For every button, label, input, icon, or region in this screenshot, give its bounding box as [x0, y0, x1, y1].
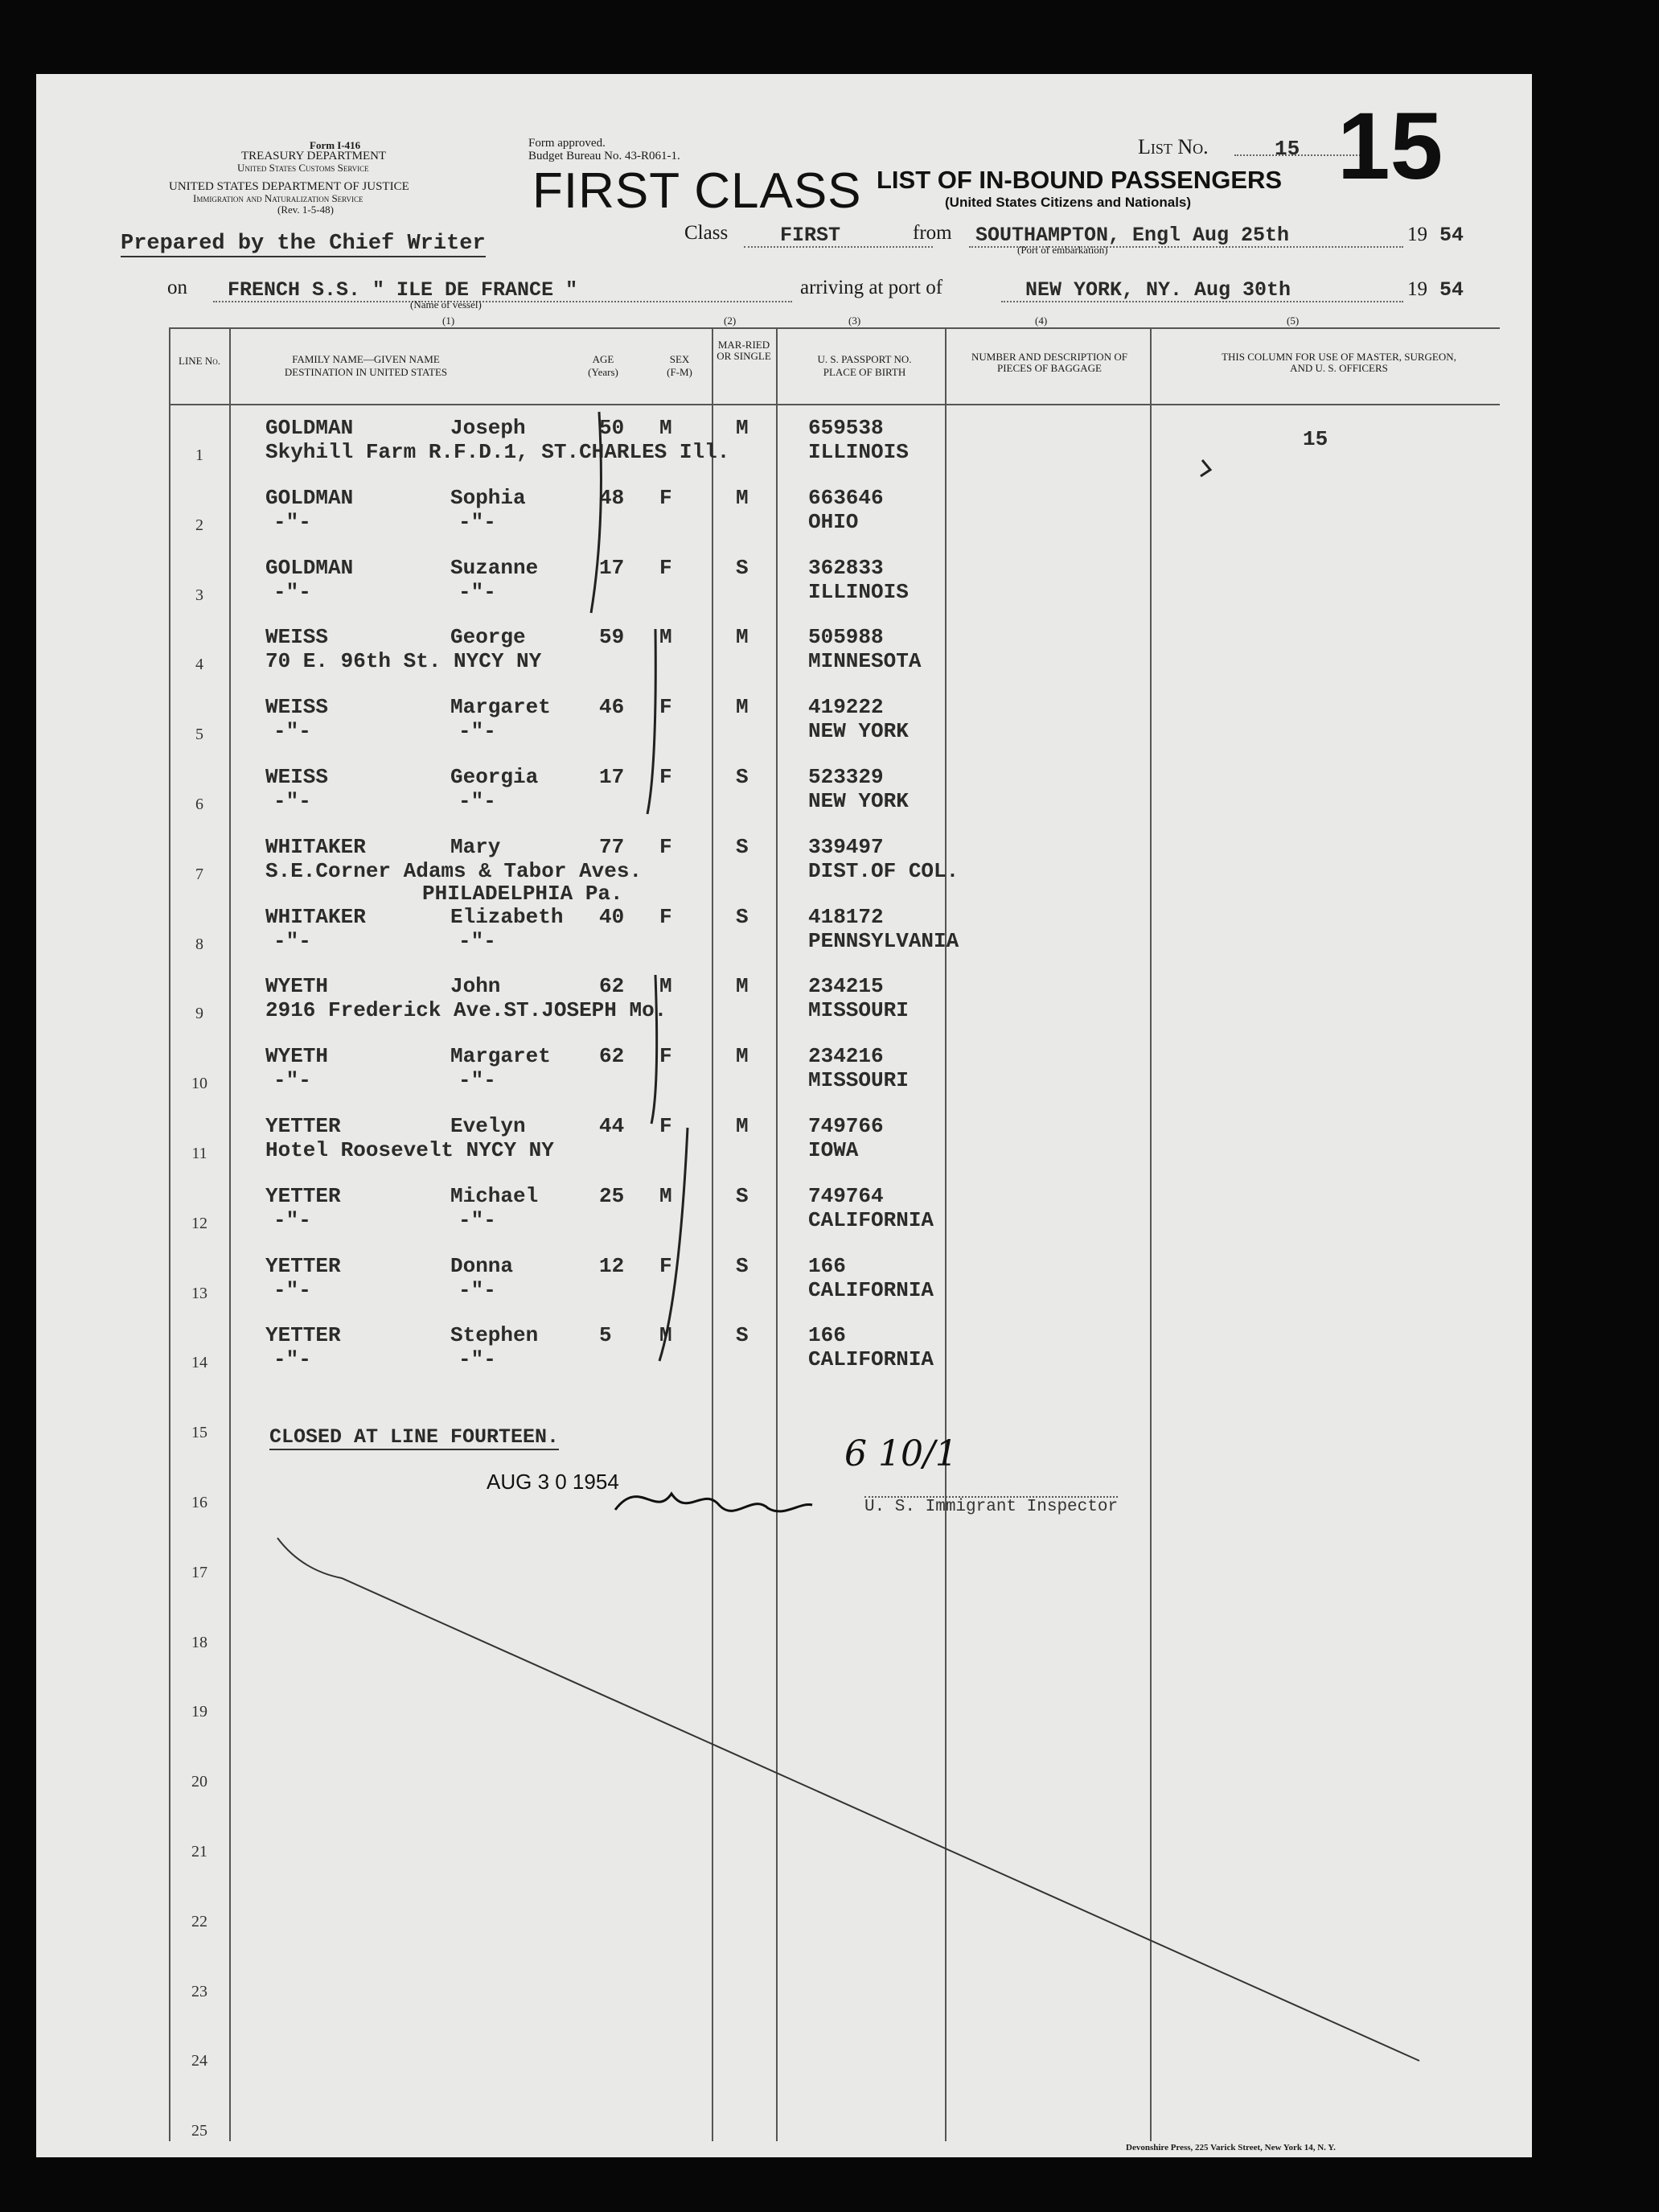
given-name: George	[450, 625, 526, 650]
destination-ditto: -"-	[458, 719, 496, 744]
line-number: 18	[191, 1633, 207, 1651]
place-of-birth: MISSOURI	[808, 998, 909, 1023]
sex: F	[659, 834, 672, 859]
sex: F	[659, 555, 672, 580]
place-of-birth: NEW YORK	[808, 789, 909, 813]
sex: F	[659, 485, 672, 510]
given-name: John	[450, 974, 501, 999]
sex: M	[659, 974, 672, 999]
line-number: 23	[191, 1982, 207, 2000]
destination-ditto: -"-	[458, 1068, 496, 1093]
sex: F	[659, 695, 672, 720]
sex: F	[659, 1253, 672, 1278]
passport-number: 166	[808, 1253, 846, 1278]
sex: F	[659, 1114, 672, 1138]
place-of-birth: DIST.OF COL.	[808, 858, 959, 883]
destination-ditto: -"-	[273, 579, 311, 604]
marital-status: S	[736, 904, 749, 929]
header-birthplace: PLACE OF BIRTH	[823, 366, 906, 378]
family-name: WHITAKER	[265, 834, 366, 859]
form-title: LIST OF IN-BOUND PASSENGERS	[877, 166, 1283, 194]
destination: Skyhill Farm R.F.D.1, ST.CHARLES Ill.	[265, 440, 730, 464]
line-number: 3	[195, 586, 203, 604]
line-number: 12	[191, 1214, 207, 1232]
on-label: on	[167, 277, 187, 298]
destination: Hotel Roosevelt NYCY NY	[265, 1138, 554, 1162]
passport-number: 234216	[808, 1044, 884, 1069]
passport-number: 166	[808, 1323, 846, 1348]
destination-ditto: -"-	[458, 579, 496, 604]
place-of-birth: IOWA	[808, 1138, 859, 1162]
line-number: 20	[191, 1773, 207, 1791]
family-name: GOLDMAN	[265, 485, 354, 510]
prepared-by: Prepared by the Chief Writer	[121, 232, 486, 256]
list-no-typed: 15	[1275, 137, 1300, 161]
marital-status: S	[736, 1323, 749, 1348]
family-name: WYETH	[265, 1044, 329, 1069]
marital-status: S	[736, 1253, 749, 1278]
from-label: from	[913, 222, 952, 244]
header-age: AGE	[592, 353, 614, 365]
dept-immigration: Immigration and Naturalization Service	[193, 192, 363, 204]
line-number: 11	[191, 1145, 207, 1162]
sex: F	[659, 1044, 672, 1069]
family-name: YETTER	[265, 1323, 341, 1348]
dept-justice: UNITED STATES DEPARTMENT OF JUSTICE	[169, 180, 409, 193]
destination-ditto: -"-	[273, 1068, 311, 1093]
from-value: SOUTHAMPTON, Engl Aug 25th	[975, 224, 1290, 247]
destination-ditto: -"-	[273, 789, 311, 813]
given-name: Sophia	[450, 485, 526, 510]
age: 50	[599, 416, 625, 440]
destination: 2916 Frederick Ave.ST.JOSEPH Mo.	[265, 998, 667, 1023]
destination-ditto: -"-	[458, 1277, 496, 1302]
destination-city: PHILADELPHIA Pa.	[422, 881, 623, 906]
age: 62	[599, 974, 625, 999]
header-destination: DESTINATION IN UNITED STATES	[284, 366, 448, 378]
passport-number: 234215	[808, 974, 884, 999]
family-name: WEISS	[265, 695, 329, 720]
header-sex-fm: (F-M)	[667, 366, 692, 378]
destination-ditto: -"-	[273, 1347, 311, 1372]
given-name: Mary	[450, 834, 501, 859]
line-number: 1	[195, 446, 203, 464]
passport-number: 362833	[808, 555, 884, 580]
destination-ditto: -"-	[458, 928, 496, 953]
line-number: 17	[191, 1563, 207, 1581]
form-number: Form I-416	[310, 139, 361, 151]
age: 17	[599, 765, 625, 789]
header-sex: SEX	[669, 353, 690, 365]
first-class-stamp: FIRST CLASS	[532, 163, 862, 219]
age: 40	[599, 904, 625, 929]
line-number: 19	[191, 1703, 207, 1721]
passport-number: 505988	[808, 625, 884, 650]
place-of-birth: NEW YORK	[808, 719, 909, 744]
destination-ditto: -"-	[458, 1347, 496, 1372]
col-num-4: (4)	[1035, 315, 1048, 327]
age: 62	[599, 1044, 625, 1069]
family-name: YETTER	[265, 1253, 341, 1278]
line-number: 15	[191, 1424, 207, 1442]
header-passport: U. S. PASSPORT NO.	[817, 353, 912, 365]
port-embark-label: (Port of embarkation)	[1017, 244, 1108, 256]
col-num-1: (1)	[442, 315, 455, 327]
arriving-label: arriving at port of	[800, 277, 943, 298]
given-name: Margaret	[450, 695, 551, 720]
list-no-handwritten: 15	[1337, 93, 1443, 199]
form-rev: (Rev. 1-5-48)	[277, 204, 334, 216]
line-number: 21	[191, 1843, 207, 1860]
marital-status: M	[736, 695, 749, 720]
family-name: GOLDMAN	[265, 416, 354, 440]
passport-number: 419222	[808, 695, 884, 720]
handwritten-initials: 6 10/1	[844, 1433, 958, 1474]
manifest-page	[36, 74, 1532, 2157]
vessel-value: FRENCH S.S. " ILE DE FRANCE "	[228, 278, 578, 302]
printer-credit: Devonshire Press, 225 Varick Street, New York 14, N. Y.	[1126, 2143, 1336, 2152]
given-name: Suzanne	[450, 555, 539, 580]
family-name: WYETH	[265, 974, 329, 999]
col-num-5: (5)	[1287, 315, 1300, 327]
sex: M	[659, 416, 672, 440]
marital-status: S	[736, 834, 749, 859]
sex: M	[659, 1183, 672, 1208]
class-label: Class	[684, 222, 729, 244]
vessel-label: (Name of vessel)	[410, 298, 482, 310]
line-number: 4	[195, 656, 203, 674]
age: 5	[599, 1323, 612, 1348]
date-stamp: AUG 3 0 1954	[487, 1470, 619, 1494]
line-number: 10	[191, 1075, 207, 1093]
line-number: 22	[191, 1912, 207, 1930]
line-number: 16	[191, 1494, 207, 1511]
place-of-birth: MISSOURI	[808, 1068, 909, 1093]
line-number: 14	[191, 1354, 207, 1372]
place-of-birth: CALIFORNIA	[808, 1207, 934, 1232]
given-name: Donna	[450, 1253, 514, 1278]
line-number: 6	[195, 796, 203, 813]
age: 12	[599, 1253, 625, 1278]
marital-status: S	[736, 765, 749, 789]
inspector-label: U. S. Immigrant Inspector	[864, 1498, 1119, 1516]
sex: M	[659, 1323, 672, 1348]
given-name: Michael	[450, 1183, 539, 1208]
marital-status: M	[736, 1114, 749, 1138]
given-name: Margaret	[450, 1044, 551, 1069]
line-number: 8	[195, 935, 203, 953]
destination-ditto: -"-	[273, 719, 311, 744]
place-of-birth: CALIFORNIA	[808, 1347, 934, 1372]
passport-number: 523329	[808, 765, 884, 789]
line-number: 24	[191, 2052, 207, 2070]
destination-ditto: -"-	[273, 1277, 311, 1302]
age: 25	[599, 1183, 625, 1208]
age: 59	[599, 625, 625, 650]
dept-customs: United States Customs Service	[237, 162, 369, 174]
col-num-2: (2)	[724, 315, 737, 327]
marital-status: S	[736, 1183, 749, 1208]
officer-note: 15	[1303, 427, 1328, 451]
destination-ditto: -"-	[458, 509, 496, 534]
sex: M	[659, 625, 672, 650]
list-no-label: List No.	[1138, 135, 1209, 158]
year2-value: 54	[1439, 278, 1464, 302]
passport-number: 339497	[808, 834, 884, 859]
given-name: Stephen	[450, 1323, 539, 1348]
place-of-birth: PENNSYLVANIA	[808, 928, 959, 953]
dept-treasury: TREASURY DEPARTMENT	[241, 150, 387, 162]
header-baggage: NUMBER AND DESCRIPTION OF PIECES OF BAGGAGE	[971, 351, 1127, 374]
family-name: GOLDMAN	[265, 555, 354, 580]
marital-status: M	[736, 625, 749, 650]
age: 48	[599, 485, 625, 510]
passport-number: 749764	[808, 1183, 884, 1208]
year-label: 19	[1407, 224, 1427, 245]
header-married: MAR-RIED OR SINGLE	[717, 339, 771, 362]
form-approved: Form approved.	[528, 137, 606, 150]
destination: 70 E. 96th St. NYCY NY	[265, 649, 542, 674]
marital-status: M	[736, 974, 749, 999]
marital-status: M	[736, 416, 749, 440]
sex: F	[659, 904, 672, 929]
line-number: 5	[195, 726, 203, 744]
given-name: Joseph	[450, 416, 526, 440]
line-number: 13	[191, 1284, 207, 1302]
age: 46	[599, 695, 625, 720]
destination: S.E.Corner Adams & Tabor Aves.	[265, 858, 643, 883]
marital-status: M	[736, 1044, 749, 1069]
arriving-value: NEW YORK, NY. Aug 30th	[1025, 278, 1291, 302]
age: 77	[599, 834, 625, 859]
header-officers: THIS COLUMN FOR USE OF MASTER, SURGEON, AND U. S. OFFICERS	[1222, 351, 1456, 374]
passport-number: 418172	[808, 904, 884, 929]
place-of-birth: ILLINOIS	[808, 579, 909, 604]
handwritten-marks	[36, 74, 1532, 2157]
line-number: 9	[195, 1005, 203, 1023]
age: 44	[599, 1114, 625, 1138]
inspector-signature	[607, 1478, 816, 1526]
place-of-birth: ILLINOIS	[808, 440, 909, 464]
line-number: 2	[195, 516, 203, 534]
family-name: YETTER	[265, 1114, 341, 1138]
class-value: FIRST	[780, 224, 841, 247]
form-subtitle: (United States Citizens and Nationals)	[945, 195, 1192, 210]
age: 17	[599, 555, 625, 580]
marital-status: S	[736, 555, 749, 580]
given-name: Georgia	[450, 765, 539, 789]
line-number: 25	[191, 2122, 207, 2140]
marital-status: M	[736, 485, 749, 510]
passport-number: 663646	[808, 485, 884, 510]
line-number: 7	[195, 865, 203, 883]
passport-number: 749766	[808, 1114, 884, 1138]
family-name: YETTER	[265, 1183, 341, 1208]
place-of-birth: MINNESOTA	[808, 649, 922, 674]
family-name: WEISS	[265, 625, 329, 650]
destination-ditto: -"-	[273, 509, 311, 534]
passport-number: 659538	[808, 416, 884, 440]
destination-ditto: -"-	[273, 1207, 311, 1232]
given-name: Evelyn	[450, 1114, 526, 1138]
family-name: WEISS	[265, 765, 329, 789]
destination-ditto: -"-	[458, 1207, 496, 1232]
place-of-birth: CALIFORNIA	[808, 1277, 934, 1302]
year-value: 54	[1439, 224, 1464, 247]
destination-ditto: -"-	[273, 928, 311, 953]
sex: F	[659, 765, 672, 789]
place-of-birth: OHIO	[808, 509, 859, 534]
header-name: FAMILY NAME—GIVEN NAME	[292, 353, 440, 365]
col-num-3: (3)	[848, 315, 861, 327]
family-name: WHITAKER	[265, 904, 366, 929]
header-line: LINE No.	[179, 355, 220, 367]
destination-ditto: -"-	[458, 789, 496, 813]
budget-bureau: Budget Bureau No. 43-R061-1.	[528, 150, 680, 162]
year2-label: 19	[1407, 278, 1427, 300]
given-name: Elizabeth	[450, 904, 564, 929]
closed-at-line: CLOSED AT LINE FOURTEEN.	[269, 1425, 560, 1449]
header-age-years: (Years)	[588, 366, 618, 378]
